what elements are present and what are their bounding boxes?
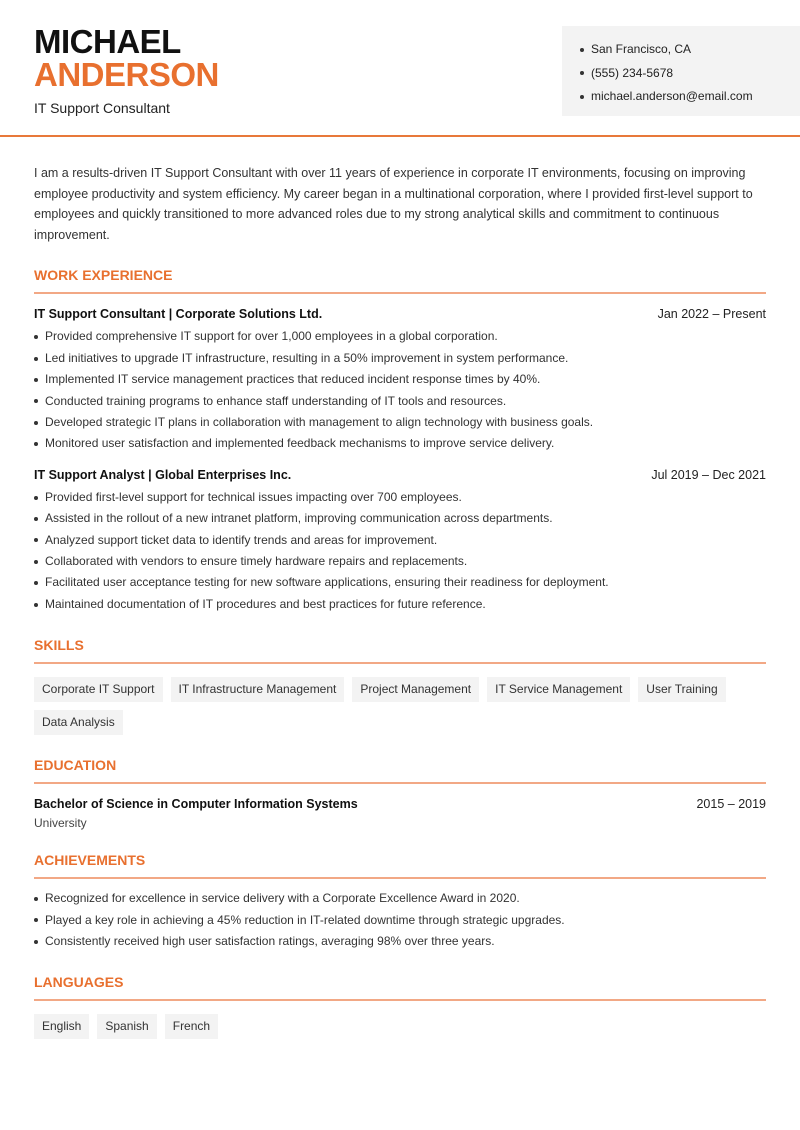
job-title: IT Support Consultant (34, 100, 170, 116)
job-dates: Jan 2022 – Present (657, 307, 766, 322)
bullet-item: Assisted in the rollout of a new intranet platform, improving communication across departments. (34, 508, 766, 529)
contact-location: San Francisco, CA (580, 38, 800, 62)
section-heading-languages: LANGUAGES (34, 974, 766, 1001)
section-heading-skills: SKILLS (34, 637, 766, 664)
job-title: IT Support Consultant | Corporate Solutions Ltd. (34, 307, 323, 322)
first-name: MICHAEL (34, 23, 181, 60)
skill-chip: IT Service Management (487, 677, 630, 702)
skill-chip: Project Management (352, 677, 479, 702)
achievement-item: Played a key role in achieving a 45% reduction in IT-related downtime through strategic upgrades. (34, 910, 766, 931)
education-entry (34, 797, 766, 811)
bullet-item: Facilitated user acceptance testing for new software applications, ensuring their readiness for deployment. (34, 572, 766, 593)
section-heading-achievements: ACHIEVEMENTS (34, 852, 766, 879)
bullet-item: Implemented IT service management practices that reduced incident response times by 40%. (34, 369, 766, 390)
language-chip: Spanish (97, 1014, 156, 1039)
bullet-item: Provided comprehensive IT support for over 1,000 employees in a global corporation. (34, 326, 766, 347)
section-heading-work: WORK EXPERIENCE (34, 267, 766, 294)
job-dates: Jul 2019 – Dec 2021 (651, 467, 766, 482)
bullet-item: Analyzed support ticket data to identify trends and areas for improvement. (34, 530, 766, 551)
achievement-item: Recognized for excellence in service delivery with a Corporate Excellence Award in 2020. (34, 888, 766, 909)
bullet-item: Monitored user satisfaction and implemented feedback mechanisms to improve service delivery. (34, 433, 766, 454)
skill-chip: Corporate IT Support (34, 677, 163, 702)
skill-chip: IT Infrastructure Management (171, 677, 345, 702)
education-dates: 2015 – 2019 (696, 797, 766, 812)
resume-header (0, 0, 800, 137)
bullet-item: Developed strategic IT plans in collaboration with management to align technology with business goals. (34, 412, 766, 433)
last-name: ANDERSON (34, 56, 219, 93)
school: University (34, 816, 87, 831)
bullet-item: Collaborated with vendors to ensure timely hardware repairs and replacements. (34, 551, 766, 572)
bullet-item: Maintained documentation of IT procedures and best practices for future reference. (34, 594, 766, 615)
bullet-item: Led initiatives to upgrade IT infrastructure, resulting in a 50% improvement in system performance. (34, 348, 766, 369)
job-header (34, 307, 766, 321)
contact-phone: (555) 234-5678 (580, 62, 800, 86)
skill-chip: User Training (638, 677, 725, 702)
job-bullets (34, 326, 766, 454)
achievement-item: Consistently received high user satisfaction ratings, averaging 98% over three years. (34, 931, 766, 952)
language-chip: English (34, 1014, 89, 1039)
section-heading-education: EDUCATION (34, 757, 766, 784)
job-bullets (34, 487, 766, 615)
contact-email: michael.anderson@email.com (580, 85, 800, 109)
language-chip: French (165, 1014, 218, 1039)
summary: I am a results-driven IT Support Consultant with over 11 years of experience in corporate IT environments, focusing on improving employee productivity and system efficiency. My career began in a multinational corporation, where I provided first-level support to employees and quickly transitioned to more advanced roles due to my strong analytical skills and commitment to continuous improvement. (34, 166, 753, 242)
job-title: IT Support Analyst | Global Enterprises Inc. (34, 467, 292, 482)
job-header (34, 468, 766, 482)
degree: Bachelor of Science in Computer Information Systems (34, 797, 358, 812)
skill-chip: Data Analysis (34, 710, 123, 735)
contact-box (562, 26, 800, 116)
bullet-item: Provided first-level support for technical issues impacting over 700 employees. (34, 487, 766, 508)
bullet-item: Conducted training programs to enhance staff understanding of IT tools and resources. (34, 391, 766, 412)
